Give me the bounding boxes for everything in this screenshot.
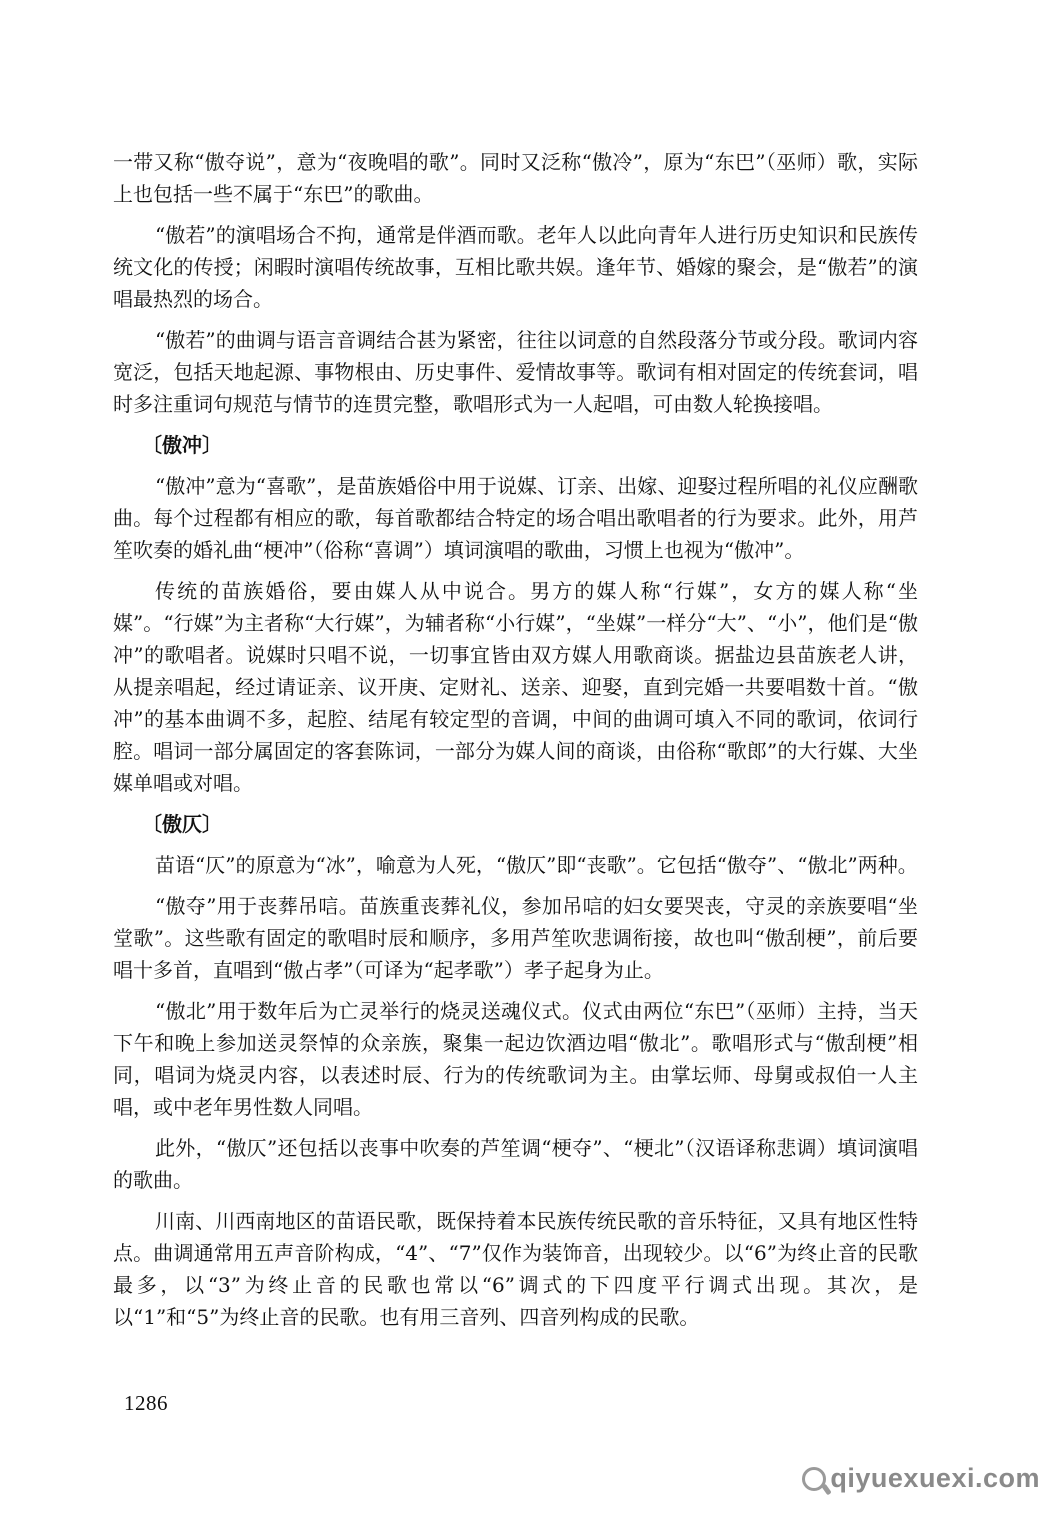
paragraph: 苗语“仄”的原意为“冰”，喻意为人死，“傲仄”即“丧歌”。它包括“傲夺”、“傲北”两种。 (155, 853, 918, 877)
section-heading: 〔傲冲〕 (142, 433, 222, 457)
paragraph: 此外，“傲仄”还包括以丧事中吹奏的芦笙调“梗夺”、“梗北”（汉语译称悲调）填词演唱的歌曲。 (113, 1136, 918, 1192)
paragraph: “傲夺”用于丧葬吊唁。苗族重丧葬礼仪，参加吊唁的妇女要哭丧，守灵的亲族要唱“坐堂歌”。这些歌有固定的歌唱时辰和顺序，多用芦笙吹悲调衔接，故也叫“傲刮梗”，前后要唱十多首，直唱到“傲占孝”（可译为“起孝歌”）孝子起身为止。 (113, 894, 918, 982)
paragraph: “傲北”用于数年后为亡灵举行的烧灵送魂仪式。仪式由两位“东巴”（巫师）主持，当天下午和晚上参加送灵祭悼的众亲族，聚集一起边饮酒边唱“傲北”。歌唱形式与“傲刮梗”相同，唱词为烧灵内容，以表述时辰、行为的传统歌词为主。由掌坛师、母舅或叔伯一人主唱，或中老年男性数人同唱。 (113, 999, 918, 1119)
paragraph: 一带又称“傲夺说”，意为“夜晚唱的歌”。同时又泛称“傲冷”，原为“东巴”（巫师）歌，实际上也包括一些不属于“东巴”的歌曲。 (113, 150, 918, 206)
page-number: 1286 (124, 1391, 168, 1415)
paragraph: 川南、川西南地区的苗语民歌，既保持着本民族传统民歌的音乐特征，又具有地区性特点。曲调通常用五声音阶构成，“4”、“7”仅作为装饰音，出现较少。以“6”为终止音的民歌最多，以“3”为终止音的民歌也常以“6”调式的下四度平行调式出现。其次，是以“1”和“5”为终止音的民歌。也有用三音列、四音列构成的民歌。 (113, 1209, 918, 1329)
paragraph: “傲若”的演唱场合不拘，通常是伴酒而歌。老年人以此向青年人进行历史知识和民族传统文化的传授；闲暇时演唱传统故事，互相比歌共娱。逢年节、婚嫁的聚会，是“傲若”的演唱最热烈的场合。 (113, 223, 918, 311)
paragraph: “傲冲”意为“喜歌”，是苗族婚俗中用于说媒、订亲、出嫁、迎娶过程所唱的礼仪应酬歌曲。每个过程都有相应的歌，每首歌都结合特定的场合唱出歌唱者的行为要求。此外，用芦笙吹奏的婚礼曲“梗冲”（俗称“喜调”）填词演唱的歌曲，习惯上也视为“傲冲”。 (113, 474, 918, 562)
section-heading: 〔傲仄〕 (142, 812, 222, 836)
watermark-text: qiyuexuexi.com (830, 1463, 1040, 1493)
paragraph: “傲若”的曲调与语言音调结合甚为紧密，往往以词意的自然段落分节或分段。歌词内容宽泛，包括天地起源、事物根由、历史事件、爱情故事等。歌词有相对固定的传统套词，唱时多注重词句规范与情节的连贯完整，歌唱形式为一人起唱，可由数人轮换接唱。 (113, 328, 918, 416)
site-watermark (802, 1463, 1040, 1494)
magnifier-logo-icon (802, 1467, 826, 1491)
body-text (113, 146, 918, 1342)
paragraph: 传统的苗族婚俗，要由媒人从中说合。男方的媒人称“行媒”，女方的媒人称“坐媒”。“行媒”为主者称“大行媒”，为辅者称“小行媒”，“坐媒”一样分“大”、“小”，他们是“傲冲”的歌唱者。说媒时只唱不说，一切事宜皆由双方媒人用歌商谈。据盐边县苗族老人讲，从提亲唱起，经过请证亲、议开庚、定财礼、送亲、迎娶，直到完婚一共要唱数十首。“傲冲”的基本曲调不多，起腔、结尾有较定型的音调，中间的曲调可填入不同的歌词，依词行腔。唱词一部分属固定的客套陈词，一部分为媒人间的商谈，由俗称“歌郎”的大行媒、大坐媒单唱或对唱。 (113, 579, 918, 795)
